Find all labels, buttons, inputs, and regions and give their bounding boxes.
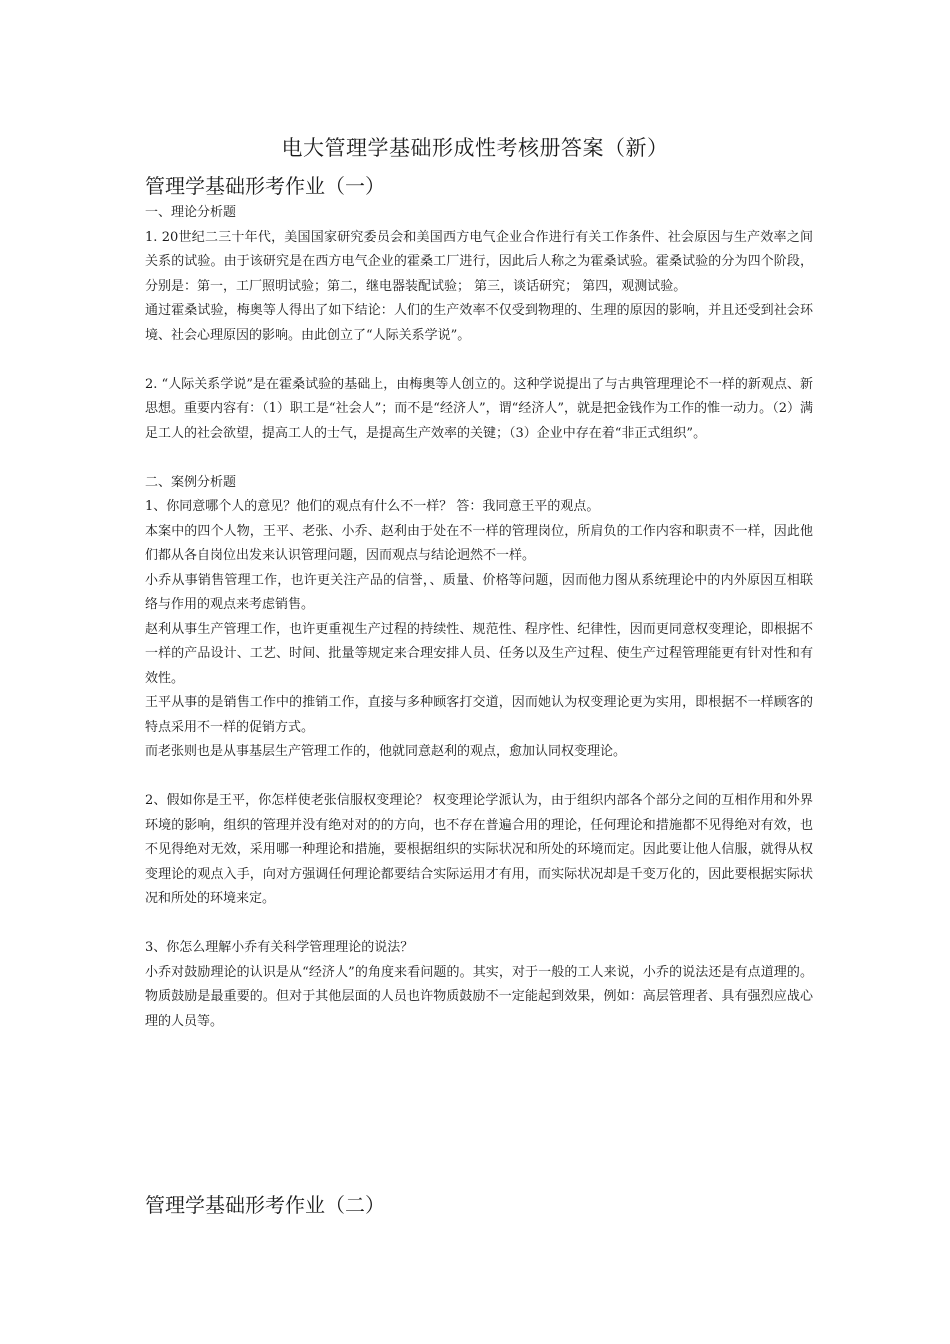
paragraph-case-q1-body-1: 本案中的四个人物，王平、老张、小乔、赵利由于处在不一样的管理岗位，所肩负的工作内容和职责不一样，因此他们都从各自岗位出发来认识管理问题，因而观点与结论迥然不一样。 <box>145 523 813 563</box>
paragraph-case-q3-body: 小乔对鼓励理论的认识是从“经济人”的角度来看问题的。其实，对于一般的工人来说，小乔的说法还是有点道理的。物质鼓励是最重要的。但对于其他层面的人员也许物质鼓励不一定能起到效果，例如：高层管理者、具有强烈应战心理的人员等。 <box>145 964 813 1029</box>
paragraph-case-q1-body-3: 赵利从事生产管理工作，也许更重视生产过程的持续性、规范性、程序性、纪律性，因而更同意权变理论，即根据不一样的产品设计、工艺、时间、批量等规定来合理安排人员、任务以及生产过程、使生产过程管理能更有针对性和有效性。 <box>145 621 813 686</box>
paragraph-case-q1-body-5: 而老张则也是从事基层生产管理工作的，他就同意赵利的观点，愈加认同权变理论。 <box>145 744 627 759</box>
paragraph-case-q1: 1、你同意哪个人的意见？他们的观点有什么不一样？ 答：我同意王平的观点。 <box>145 499 600 514</box>
blank-line <box>145 446 813 471</box>
blank-line <box>145 348 813 373</box>
paragraph-q2-human-relations: 2. “人际关系学说”是在霍桑试验的基础上，由梅奥等人创立的。这种学说提出了与古典管理理论不一样的新观点、新思想。重要内容有：（1）职工是“社会人”；而不是“经济人”，谓“经济人”，就是把金钱作为工作的惟一动力。（2）满足工人的社会欲望，提高工人的士气，是提高生产效率的关键；（3）企业中存在着“非正式组织”。 <box>145 376 813 441</box>
paragraph-case-q1-body-4: 王平从事的是销售工作中的推销工作，直接与多种顾客打交道，因而她认为权变理论更为实用，即根据不一样顾客的特点采用不一样的促销方式。 <box>145 695 813 735</box>
paragraph-case-q3: 3、你怎么理解小乔有关科学管理理论的说法？ <box>145 940 414 955</box>
paragraph-q1-conclusion: 通过霍桑试验，梅奥等人得出了如下结论：人们的生产效率不仅受到物理的、生理的原因的影响，并且还受到社会环境、社会心理原因的影响。由此创立了“人际关系学说”。 <box>145 303 813 343</box>
part-heading-case: 二、案例分析题 <box>145 474 237 490</box>
part-heading-theory: 一、理论分析题 <box>145 205 237 220</box>
blank-line <box>145 912 813 937</box>
section-heading-assignment-2: 管理学基础形考作业（二） <box>145 1193 385 1217</box>
paragraph-case-q2: 2、假如你是王平，你怎样使老张信服权变理论？ 权变理论学派认为，由于组织内部各个部分之间的互相作用和外界环境的影响，组织的管理并没有绝对对的的方向，也不存在普遍合用的理论，任何理论和措施都不见得绝对有效，也不见得绝对无效，采用哪一种理论和措施，要根据组织的实际状况和所处的环境而定。因此要让他人信服，就得从权变理论的观点入手，向对方强调任何理论都要结合实际运用才有用，而实际状况却是千变万化的，因此要根据实际状况和所处的环境来定。 <box>145 793 813 906</box>
paragraph-q1-hawthorne: 1. 20世纪二三十年代，美国国家研究委员会和美国西方电气企业合作进行有关工作条件、社会原因与生产效率之间关系的试验。由于该研究是在西方电气企业的霍桑工厂进行，因此后人称之为霍桑试验。霍桑试验的分为四个阶段，分别是：第一，工厂照明试验；第二，继电器装配试验； 第三，谈话研究； 第四，观测试验。 <box>145 229 813 294</box>
paragraph-case-q1-body-2: 小乔从事销售管理工作，也许更关注产品的信誉，、质量、价格等问题，因而他力图从系统理论中的内外原因互相联络与作用的观点来考虑销售。 <box>145 572 813 612</box>
blank-line <box>145 765 813 790</box>
section-heading-assignment-1: 管理学基础形考作业（一） <box>145 174 385 198</box>
document-title: 电大管理学基础形成性考核册答案（新） <box>281 136 669 160</box>
section-1-content <box>145 201 813 1034</box>
